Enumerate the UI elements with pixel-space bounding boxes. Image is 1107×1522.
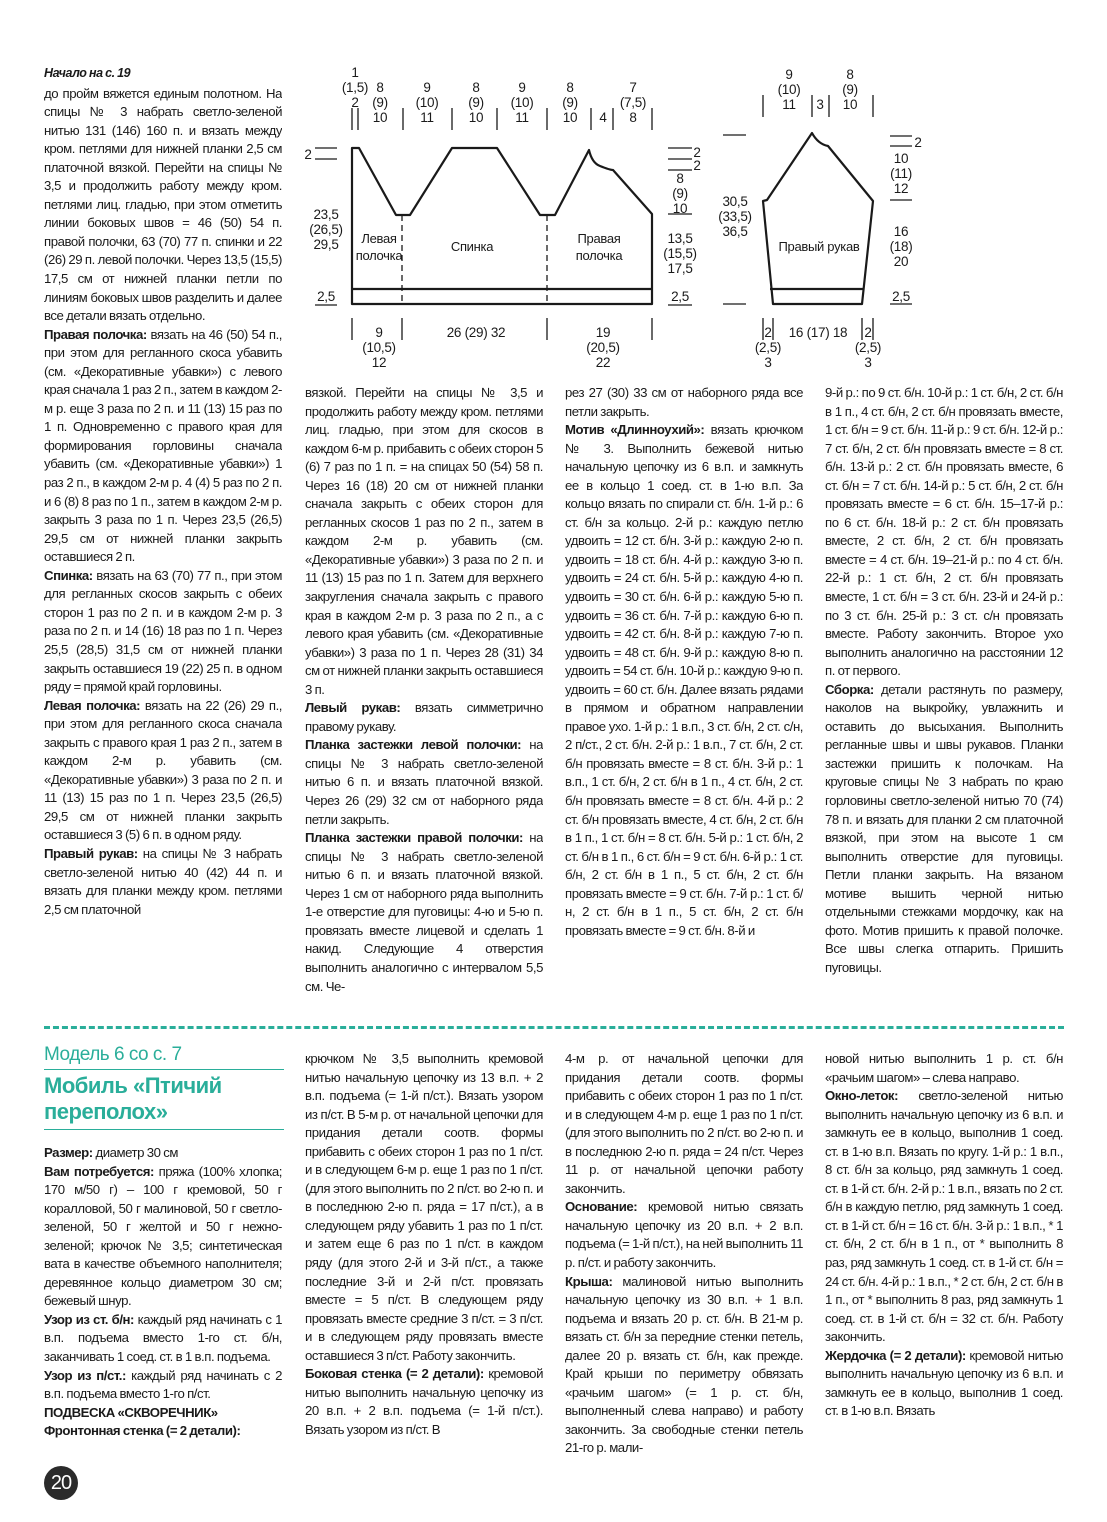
dimension-label: 16	[893, 224, 909, 239]
dimension-label: (10)	[510, 95, 534, 110]
dimension-label: 2,5	[317, 289, 335, 304]
diagram-label: Правая	[577, 231, 621, 246]
paragraph-text: светло-зеленой нитью выполнить начальную цепочку из 6 в.п. и замкнуть ее в кольцо, выполнив 1 соед. ст. в 1-ю в.п. Вязать по кругу. 1-й р.: 1 в.п., 8 ст. б/н за кольцо, ряд замкнуть 1 соед. ст. в 1-й ст. б/н. 2-й р.: 1 в.п., вязать по 2 ст. б/н в каждую петлю, ряд замкнуть 1 соед. ст. в 1-й ст. б/н = 16 ст. б/н. 3-й р.: 1 в.п., * 1 ст. б/н, 2 ст. б/н в 1 п., от * выполнить 8 раз, ряд замкнуть 1 соед. ст. в 1-й ст. б/н = 24 ст. б/н. 4-й р.: 1 в.п., * 2 ст. б/н, 2 ст. б/н в 1 п., от * выполнить 8 раз, ряд замкнуть 1 соед. ст. в 1-й ст. б/н = 32 ст. б/н. Работу закончить.	[825, 1088, 1063, 1345]
dimension-label: 11	[515, 110, 529, 125]
model-reference: Модель 6 со с. 7	[44, 1044, 284, 1070]
pattern-diagram	[0, 0, 1107, 400]
paragraph	[44, 1367, 282, 1404]
paragraph-text: вязать на 46 (50) 54 п., при этом для регланного скоса убавить (см. «Декоративные убавки») с левого края сначала 1 раз 2 п., затем в каждом 2-м р. еще 3 раза по 2 п. и 11 (13) 15 раз по 1 п. Одновременно с правого края для формирования горловины сначала убавить (см. «Декоративные убавки») 1 раз 2 п., в каждом 2-м р. 4 (4) 5 раз по 2 п. и 6 (8) 8 раз по 1 п., затем в каждом 2-м р. закрыть 3 раза по 1 п. Через 23,5 (26,5) 29,5 см от нижней планки закрыть оставшиеся 2 п.	[44, 326, 282, 565]
dimension-label: 8	[629, 110, 637, 125]
dimension-label: 17,5	[667, 261, 693, 276]
paragraph-text: 9-й р.: по 9 ст. б/н. 10-й р.: 1 ст. б/н, 2 ст. б/н в 1 п., 4 ст. б/н, 2 ст. б/н провязать вместе, 1 ст. б/н = 9 ст. б/н. 11-й р.: 9 ст. б/н. 12-й р.: 7 ст. б/н, 2 ст. б/н провязать вместе = 8 ст. б/н. 13-й р.: 2 ст. б/н провязать вместе, 6 ст. б/н = 7 ст. б/н. 14-й р.: 5 ст. б/н, 2 ст. б/н провязать вместе = 6 ст. б/н. 15–17-й р.: по 6 ст. б/н. 18-й р.: 2 ст. б/н провязать вместе, 2 ст. б/н, 2 ст. б/н провязать вместе = 4 ст. б/н. 19–21-й р.: по 4 ст. б/н. 22-й р.: 1 ст. б/н, 2 ст. б/н провязать вместе, 1 ст. б/н = 3 ст. б/н. 23-й и 24-й р.: по 3 ст. б/н. 25-й р.: 3 ст. с/н провязать вместе. Работу закончить. Второе ухо выполнить аналогично на расстоянии 12 п. от первого.	[825, 385, 1063, 679]
dimension-label: 10	[672, 201, 688, 216]
paragraph-text: кремовой нитью выполнить начальную цепочку из 20 в.п. + 2 в.п. подъема (= 1-й п/ст.). Вязать узором из п/ст. В	[305, 1366, 543, 1437]
dimension-label: (9)	[672, 186, 688, 201]
dimension-label: 2	[914, 135, 922, 150]
paragraph-text: диаметр 30 см	[92, 1145, 178, 1160]
paragraph-heading: Жердочка (= 2 детали):	[825, 1347, 966, 1363]
dimension-label: 9	[375, 325, 383, 340]
dimension-label: 10	[893, 151, 909, 166]
paragraph	[305, 829, 543, 996]
dimension-label: (1,5)	[341, 80, 369, 95]
paragraph-heading: Основание:	[565, 1199, 638, 1215]
dimension-label: (15,5)	[663, 246, 697, 261]
paragraph-heading: Правый рукав:	[44, 845, 138, 861]
dimension-label: 2,5	[671, 289, 689, 304]
paragraph-heading: Планка застежки левой полочки:	[305, 737, 522, 753]
paragraph-text: вязать на 63 (70) 77 п., при этом для регланных скосов закрыть с обеих сторон 1 раз по 2 п. и в каждом 2-м р. 3 раза по 2 п. и 14 (16) 18 раз по 1 п. Через 25,5 (28,5) 31,5 см от нижней планки закрыть оставшиеся 19 (22) 25 п. в одном ряду = прямой край горловины.	[44, 567, 282, 695]
paragraph	[305, 1050, 543, 1365]
dimension-label: (2,5)	[754, 340, 782, 355]
dimension-label: 8	[846, 67, 854, 82]
bottom-column-1	[44, 1144, 282, 1464]
diagram-label: полочка	[355, 248, 403, 263]
paragraph	[44, 1311, 282, 1367]
paragraph	[305, 1365, 543, 1439]
paragraph-heading: Фронтонная стенка (= 2 детали):	[44, 1423, 241, 1439]
paragraph-heading: Правая полочка:	[44, 326, 147, 342]
text-column-4	[825, 384, 1063, 1014]
dimension-label: (33,5)	[718, 209, 752, 224]
dimension-label: 8	[472, 80, 480, 95]
text-column-2	[305, 384, 543, 1014]
dimension-label: 12	[893, 181, 909, 196]
dimension-label: 16 (17) 18	[788, 325, 848, 340]
dimension-label: (9)	[468, 95, 484, 110]
dimension-label: 3	[764, 355, 772, 370]
paragraph-text: кремовой нитью выполнить начальную цепочку из 6 в.п. и замкнуть ее в кольцо, выполнив 1 соед. ст. в 1-ю в.п. Вязать	[825, 1347, 1063, 1419]
diagram-label: Правый рукав	[778, 239, 860, 254]
paragraph-text: на спицы № 3 набрать светло-зеленой нитью 6 п. и вязать платочной вязкой. Через 1 см от наборного ряда выполнить 1-е отверстие для пуговицы: 4-ю и 5-ю п. провязать вместе лицевой и сделать 1 накид. Следующие 4 отверстия выполнить аналогично с интервалом 5,5 см. Че-	[305, 830, 543, 994]
dimension-label: 10	[468, 110, 484, 125]
dimension-label: 2	[693, 158, 701, 173]
text-column-3	[565, 384, 803, 1014]
paragraph	[44, 1404, 282, 1423]
dimension-label: 11	[420, 110, 434, 125]
dimension-label: 26 (29) 32	[446, 325, 506, 340]
dimension-label: 19	[595, 325, 611, 340]
dimension-label: (7,5)	[619, 95, 647, 110]
bottom-column-2	[305, 1050, 543, 1464]
paragraph	[305, 699, 543, 736]
paragraph	[305, 384, 543, 699]
paragraph-text: рез 27 (30) 33 см от наборного ряда все петли закрыть.	[565, 385, 803, 419]
dimension-label: (2,5)	[854, 340, 882, 355]
diagram-label: полочка	[575, 248, 623, 263]
dimension-label: 10	[842, 97, 858, 112]
dimension-label: 4	[599, 110, 607, 125]
dimension-label: 3	[864, 355, 872, 370]
paragraph	[825, 384, 1063, 681]
dimension-label: 10	[372, 110, 388, 125]
dimension-label: 2,5	[892, 289, 910, 304]
paragraph-heading: Сборка:	[825, 681, 874, 697]
continued-note: Начало на с. 19	[44, 66, 131, 80]
bottom-column-4	[825, 1050, 1063, 1464]
paragraph-heading: Спинка:	[44, 567, 93, 583]
dimension-label: (9)	[372, 95, 388, 110]
bottom-column-3	[565, 1050, 803, 1464]
paragraph	[44, 1163, 282, 1311]
paragraph	[44, 567, 282, 697]
dimension-label: 7	[629, 80, 637, 95]
dimension-label: 2	[864, 325, 872, 340]
paragraph-heading: Планка застежки правой полочки:	[305, 830, 523, 846]
paragraph	[305, 736, 543, 829]
paragraph-text: на спицы № 3 набрать светло-зеленой нитью 40 (42) 44 п. и вязать для планки между кром. петлями 2,5 см платочной	[44, 845, 282, 917]
dimension-label: 9	[423, 80, 431, 95]
dimension-label: 10	[562, 110, 578, 125]
dimension-label: (10)	[777, 82, 801, 97]
paragraph-heading: Узор из ст. б/н:	[44, 1311, 134, 1327]
paragraph-heading: Вам потребуется:	[44, 1163, 154, 1179]
diagram-label: Левая	[361, 231, 397, 246]
sleeve-outline	[763, 133, 873, 304]
paragraph-heading: Крыша:	[565, 1273, 613, 1289]
dimension-label: (26,5)	[309, 222, 343, 237]
dimension-label: 3	[816, 97, 824, 112]
paragraph-text: вязать крючком № 3. Выполнить бежевой нитью начальную цепочку из 6 в.п. и замкнуть ее в кольцо 1 соед. ст. в 1-ю в.п. За кольцо вязать по спирали ст. б/н. 1-й р.: 6 ст. б/н за кольцо. 2-й р.: каждую петлю удвоить = 12 ст. б/н. 3-й р.: каждую 2-ю п. удвоить = 18 ст. б/н. 4-й р.: каждую 3-ю п. удвоить = 24 ст. б/н. 5-й р.: каждую 4-ю п. удвоить = 30 ст. б/н. 6-й р.: каждую 5-ю п. удвоить = 36 ст. б/н. 7-й р.: каждую 6-ю п. удвоить = 42 ст. б/н. 8-й р.: каждую 7-ю п. удвоить = 48 ст. б/н. 9-й р.: каждую 8-ю п. удвоить = 54 ст. б/н. 10-й р.: каждую 9-ю п. удвоить = 60 ст. б/н. Далее вязать рядами в прямом и обратном направлении правое ухо. 1-й р.: 1 в.п., 3 ст. б/н, 2 ст. с/н, 2 п/ст., 2 ст. б/н. 2-й р.: 1 в.п., 7 ст. б/н, 2 ст. б/н провязать вместе = 8 ст. б/н. 3-й р.: 1 в.п., 1 ст. б/н, 2 ст. б/н в 1 п., 4 ст. б/н, 2 ст. б/н провязать вместе = 8 ст. б/н. 4-й р.: 2 ст. б/н провязать вместе, 4 ст. б/н, 2 ст. б/н в 1 п., 1 ст. б/н = 8 ст. б/н. 5-й р.: 1 ст. б/н, 2 ст. б/н в 1 п., 6 ст. б/н = 9 ст. б/н. 6-й р.: 1 ст. б/н, 2 ст. б/н в 1 п., 5 ст. б/н, 2 ст. б/н провязать вместе = 9 ст. б/н. 7-й р.: 1 ст. б/н, 2 ст. б/н в 1 п., 5 ст. б/н, 2 ст. б/н провязать вместе = 9 ст. б/н. 8-й и	[565, 422, 803, 938]
dimension-label: 2	[351, 95, 359, 110]
paragraph-text: вязать на 22 (26) 29 п., при этом для регланного скоса сначала закрыть с правого края 1 раз 2 п., затем в каждом 2-м р. убавить (см. «Декоративные убавки») 3 раза по 2 п. и 11 (13) 15 раз по 1 п. Через 23,5 (26,5) 29,5 см от нижней планки закрыть оставшиеся 3 (5) 6 п. в одном ряду.	[44, 697, 282, 843]
paragraph-text: крючком № 3,5 выполнить кремовой нитью начальную цепочку из 13 в.п. + 2 в.п. подъема (= 1-й п/ст.). Вязать узором из п/ст. В 5-м р. от начальной цепочки для придания детали соотв. формы прибавить с обеих сторон 1 раз по 1 п/ст. и в следующем 6-м р. еще 1 раз по 1 п/ст. (для этого выполнить по 2 п/ст. во 2-ю п. и в последнюю 2-ю п. ряда = 17 п/ст.), а в следующем ряду убавить 1 раз по 1 п/ст. и затем еще 6 раз по 1 п/ст. в каждом ряду (для этого 2-й и 3-й п/ст., а также последние 3-й и 2-й п/ст. провязать вместе = 5 п/ст. В следующем ряду провязать вместе средние 3 п/ст. = 3 п/ст. и в следующем ряду провязать вместе оставшиеся 3 п/ст. Работу закончить.	[305, 1051, 543, 1363]
dimension-label: 2	[764, 325, 772, 340]
paragraph-text: новой нитью выполнить 1 р. ст. б/н «рачьим шагом» – слева направо.	[825, 1051, 1063, 1085]
paragraph	[565, 1273, 803, 1458]
paragraph-text: детали растянуть по размеру, наколов на выкройку, увлажнить и оставить до высыхания. Выполнить регланные швы и швы рукавов. Планки застежки пришить к полочкам. На круговые спицы № 3 набрать по краю горловины светло-зеленой нитью 70 (74) 78 п. и вязать для планки 2 см платочной вязкой, при этом на высоте 1 см выполнить отверстие для пуговицы. Петли планки закрыть. На вязаном мотиве вышить черной нитью отдельными стежками мордочку, как на фото. Мотив пришить к правой полочке. Все швы слегка отпарить. Пришить пуговицы.	[825, 681, 1063, 975]
dimension-label: (10)	[415, 95, 439, 110]
paragraph-heading: Боковая стенка (= 2 детали):	[305, 1366, 484, 1382]
dimension-label: 9	[518, 80, 526, 95]
paragraph-text: до пройм вяжется единым полотном. На спицы № 3 набрать светло-зеленой нитью 131 (146) 160 п. и вязать между кром. петлями для нижней планки 2,5 см платочной вязкой. Перейти на спицы № 3,5 и продолжить работу между кром. петлями лиц. гладью, при этом отметить линии боковых швов = 46 (50) 54 п. правой полочки, 63 (70) 77 п. спинки и 22 (26) 29 п. левой полочки. Через 13,5 (15,5) 17,5 см от нижней планки петли по линиям боковых швов разделить и далее все детали вязать отдельно.	[44, 85, 282, 324]
dimension-label: (18)	[889, 239, 913, 254]
paragraph-heading: Левая полочка:	[44, 697, 141, 713]
paragraph	[44, 1422, 282, 1441]
dimension-label: 13,5	[667, 231, 693, 246]
dimension-label: 30,5	[722, 194, 748, 209]
paragraph-heading: Мотив «Длинноухий»:	[565, 422, 705, 438]
dimension-label: (10,5)	[362, 340, 396, 355]
paragraph	[565, 1050, 803, 1198]
dimension-label: 1	[351, 65, 359, 80]
paragraph	[825, 681, 1063, 978]
paragraph-text: пряжа (100% хлопка; 170 м/50 г) – 100 г кремовой, 50 г коралловой, 50 г малиновой, 50 г светло-зеленой, 50 г желтой и 50 г нежно-зеленой; крючок № 3,5; синтетическая вата в качестве объемного наполнителя; деревянное кольцо диаметром 30 см; бежевый шнур.	[44, 1163, 282, 1309]
dimension-label: 29,5	[313, 237, 339, 252]
paragraph-text: вязкой. Перейти на спицы № 3,5 и продолжить работу между кром. петлями лиц. гладью, при этом для скосов в каждом 6-м р. прибавить с обеих сторон 5 (6) 7 раз по 1 п. = на спицах 50 (54) 58 п. Через 16 (18) 20 см от нижней планки сначала закрыть с обеих сторон для регланных скосов 1 раз по 2 п., затем в каждом 2-м р. убавить (см. «Декоративные убавки») 3 раза по 2 п. и 11 (13) 15 раз по 1 п. Затем для верхнего закругления сначала закрыть с правого края в каждом 2-м р. 3 раза по 2 п., а с левого края убавить (см. «Декоративные убавки») 3 раза по 1 п. Через 28 (31) 34 см от нижней планки закрыть оставшиеся 3 п.	[305, 385, 543, 697]
dimension-label: 22	[595, 355, 611, 370]
body-outline	[352, 148, 652, 304]
paragraph-text: кремовой нитью связать начальную цепочку из 20 в.п. + 2 в.п. подъема (= 1-й п/ст.), на ней выполнить 11 р. п/ст. и работу закончить.	[565, 1199, 803, 1271]
dimension-label: 8	[566, 80, 574, 95]
paragraph-heading: Левый рукав:	[305, 700, 401, 716]
paragraph	[565, 1198, 803, 1272]
paragraph-heading: Размер:	[44, 1145, 93, 1160]
paragraph	[825, 1087, 1063, 1347]
paragraph	[825, 1347, 1063, 1421]
paragraph-heading: Окно-леток:	[825, 1088, 899, 1104]
dimension-label: 8	[676, 171, 684, 186]
section-divider	[44, 1026, 1064, 1029]
page-number: 20	[44, 1466, 78, 1500]
article-title: Мобиль «Птичий переполох»	[44, 1073, 284, 1130]
paragraph-text: каждый ряд начинать с 1 в.п. подъема вместо 1-го ст. б/н, заканчивать 1 соед. ст. в 1 в.п. подъема.	[44, 1311, 282, 1365]
dimension-label: 23,5	[313, 207, 339, 222]
dimension-label: 9	[785, 67, 793, 82]
dimension-label: 12	[371, 355, 387, 370]
paragraph-text: каждый ряд начинать с 2 в.п. подъема вместо 1-го п/ст.	[44, 1367, 282, 1402]
paragraph-text: 4-м р. от начальной цепочки для придания детали соотв. формы прибавить с обеих сторон 1 раз по 1 п/ст. и в следующем 4-м р. еще 1 раз по 1 п/ст. (для этого выполнить по 2 п/ст. во 2-ю п. и в последнюю 2-ю п. ряда = 24 п/ст. Через 11 р. от начальной цепочки работу закончить.	[565, 1051, 803, 1196]
paragraph	[44, 845, 282, 919]
dimension-label: (11)	[890, 166, 912, 181]
paragraph-text: на спицы № 3 набрать светло-зеленой нитью 6 п. и вязать платочной вязкой. Через 26 (29) 32 см от наборного ряда петли закрыть.	[305, 737, 543, 827]
paragraph	[44, 697, 282, 845]
paragraph-text: вязать симметрично правому рукаву.	[305, 700, 543, 734]
dimension-label: 2	[693, 145, 701, 160]
paragraph	[44, 1144, 282, 1163]
dimension-label: 2	[304, 147, 312, 162]
paragraph	[825, 1050, 1063, 1087]
diagram-label: Спинка	[450, 239, 494, 254]
dimension-label: (9)	[562, 95, 578, 110]
paragraph-heading: ПОДВЕСКА «СКВОРЕЧНИК»	[44, 1404, 218, 1420]
paragraph-text: малиновой нитью выполнить начальную цепочку из 30 в.п. + 1 в.п. подъема и вязать 20 р. ст. б/н. В 21-м р. вязать ст. б/н за передние стенки петель, далее 20 р. вязать ст. б/н, как прежде. Край крыши по периметру обвязать «рачьим шагом» (= 1 р. ст. б/н, выполненный слева направо) и работу закончить. За свободные стенки петель 21-го р. мали-	[565, 1273, 803, 1456]
dimension-label: (9)	[842, 82, 858, 97]
dimension-label: (20,5)	[586, 340, 620, 355]
paragraph	[565, 421, 803, 940]
paragraph-heading: Узор из п/ст.:	[44, 1367, 126, 1383]
dimension-label: 36,5	[722, 224, 748, 239]
dimension-label: 20	[893, 254, 909, 269]
dimension-label: 8	[376, 80, 384, 95]
dimension-label: 11	[782, 97, 796, 112]
